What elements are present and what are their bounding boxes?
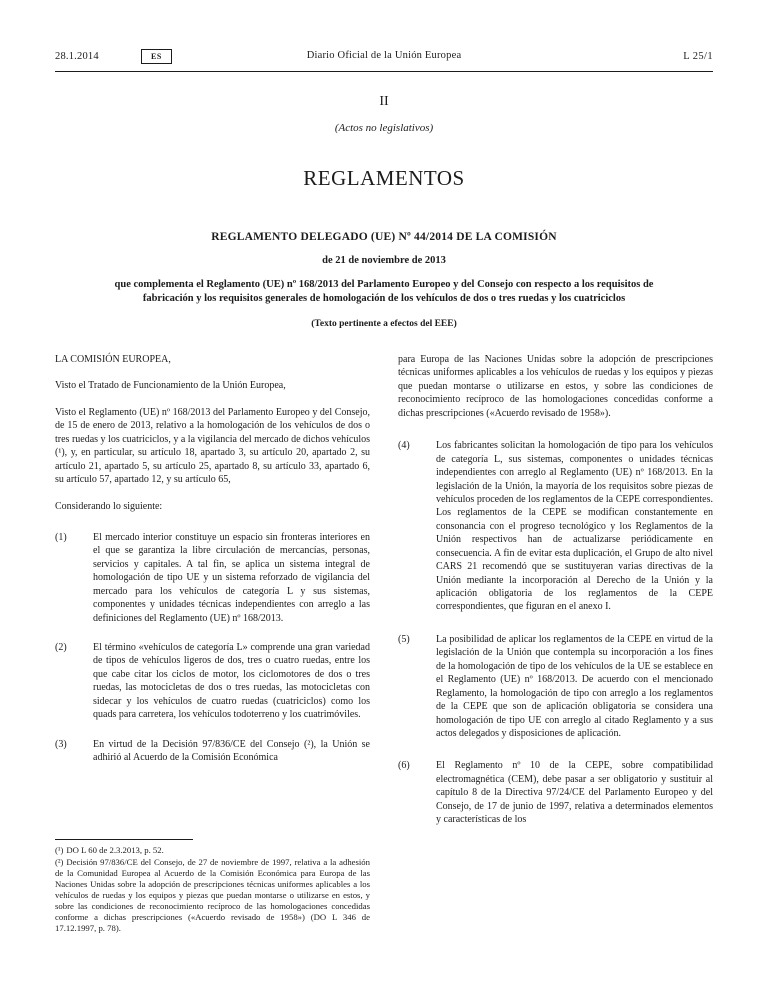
- intro-paragraph: Considerando lo siguiente:: [55, 500, 163, 512]
- right-column: [398, 353, 713, 937]
- footnote-rule: [55, 839, 193, 840]
- left-column: [55, 353, 370, 937]
- section-heading: REGLAMENTOS: [303, 166, 465, 190]
- recital-text: El mercado interior constituye un espacio sin fronteras interiores en el que se garantiza la libre circulación de mercancías, personas, servicios y capitales. A tal fin, se aplica un sistema integral de homologación de tipo UE y un sistema reforzado de vigilancia del mercado para los vehículos de categoría L y sus sistemas, componentes y unidades técnicas independientes con arreglo a las definiciones del Reglamento (UE) nº 168/2013.: [93, 531, 370, 624]
- recital-6: [398, 759, 713, 826]
- act-title: REGLAMENTO DELEGADO (UE) Nº 44/2014 DE LA COMISIÓN: [211, 231, 557, 243]
- act-date-line: de 21 de noviembre de 2013: [322, 255, 446, 266]
- language-code-box: ES: [141, 49, 172, 64]
- recital-number: (2): [55, 642, 67, 653]
- recital-3: [55, 738, 370, 765]
- intro-paragraph: Visto el Tratado de Funcionamiento de la Unión Europea,: [55, 380, 286, 392]
- recital-5: [398, 633, 713, 741]
- footnote-text: Decisión 97/836/CE del Consejo, de 27 de noviembre de 1997, relativa a la adhesión de la Comunidad Europea al Acuerdo de la Comisión Económica para Europa de las Naciones Unidas sobre la adopción de prescripciones técnicas uniformes aplicables a los vehículos de ruedas y los equipos y piezas que puedan montarse o utilizarse en estos, y sobre las condiciones de reconocimiento recíproco de las homologaciones concedidas conforme a dichas prescripciones («Acuerdo revisado de 1958») (DO L 346 de 17.12.1997, p. 78).: [55, 857, 370, 934]
- recital-1: [55, 531, 370, 625]
- footnote-number: (²): [55, 857, 64, 868]
- eee-relevance-note: (Texto pertinente a efectos del EEE): [311, 319, 457, 329]
- recital-text: Los fabricantes solicitan la homologación de tipo para los vehículos de categoría L, sus sistemas, componentes o unidades técnicas independientes con arreglo al Reglamento (UE) nº 168/2013. En la legislación de la Unión, la mayoría de los requisitos sobre piezas de vehículos proceden de los reglamentos de la CEPE correspondientes. Los reglamentos de la CEPE se modifican constantemente en consonancia con el progreso tecnológico y los Reglamentos de la Unión respectivos han de actualizarse periódicamente en consecuencia. A fin de evitar esta duplicación, el Grupo de alto nivel CARS 21 recomendó que se sustituyeran varias directivas de la Unión mediante la incorporación al Derecho de la Unión y la aplicación obligatoria de los reglamentos de la CEPE correspondientes, que figuran en el anexo I.: [436, 440, 713, 613]
- footnotes: [55, 839, 370, 937]
- recital-2: [55, 641, 370, 722]
- journal-header: [55, 50, 713, 66]
- intro-paragraph: LA COMISIÓN EUROPEA,: [55, 354, 171, 365]
- recital-number: (4): [398, 440, 410, 452]
- recital-text: El término «vehículos de categoría L» comprende una gran variedad de tipos de vehículos ligeros de dos, tres o cuatro ruedas, entre los que cabe citar los ciclos de motor, los ciclomotores de dos o tres ruedas, las motocicletas de dos o tres ruedas, las motocicletas con sidecar y los vehículos de cuatro ruedas (cuatriciclos) como los quads para carretera, los vehículos todoterreno y los cuatrimóviles.: [93, 642, 370, 721]
- section-numeral: II: [379, 94, 389, 109]
- footnote-2: [55, 857, 370, 934]
- recital-text: El Reglamento nº 10 de la CEPE, sobre compatibilidad electromagnética (CEM), debe pasar a ser obligatorio y sustituir al capítulo 8 de la Directiva 97/24/CE del Parlamento Europeo y del Consejo, de 17 de junio de 1997, relativa a determinados elementos y características de los: [436, 760, 713, 826]
- issue-date: 28.1.2014: [55, 51, 99, 62]
- page-reference: L 25/1: [683, 51, 713, 62]
- footnote-text: DO L 60 de 2.3.2013, p. 52.: [66, 845, 164, 856]
- recital-4: [398, 439, 713, 614]
- footnote-1: [55, 845, 370, 856]
- recital-text: En virtud de la Decisión 97/836/CE del Consejo (²), la Unión se adhirió al Acuerdo de la Comisión Económica: [93, 738, 370, 764]
- recital-number: (5): [398, 633, 410, 645]
- recital-number: (1): [55, 531, 67, 543]
- continuation-paragraph: para Europa de las Naciones Unidas sobre la adopción de prescripciones técnicas uniformes aplicables a los vehículos de ruedas y los equipos y piezas que puedan montarse o utilizarse en estos, y sobre las condiciones de reconocimiento recíproco de las homologaciones concedidas conforme a dichas prescripciones («Acuerdo revisado de 1958»).: [398, 354, 713, 419]
- journal-title: Diario Oficial de la Unión Europea: [306, 50, 462, 61]
- recital-number: (3): [55, 738, 67, 750]
- header-rule: [55, 71, 713, 72]
- section-note: (Actos no legislativos): [334, 122, 434, 134]
- footnote-number: (¹): [55, 845, 64, 856]
- intro-paragraph: Visto el Reglamento (UE) nº 168/2013 del Parlamento Europeo y del Consejo, de 15 de enero de 2013, relativo a la homologación de los vehículos de dos o tres ruedas y los cuatriciclos, y a la vigilancia del mercado de dichos vehículos (¹), y, en particular, su artículo 18, apartado 3, su artículo 20, apartado 2, su artículo 21, apartado 5, su artículo 25, apartado 8, su artículo 33, apartado 6, su artículo 57, apartado 12, y su artículo 65,: [55, 406, 370, 486]
- two-column-body: [55, 353, 713, 937]
- recital-text: La posibilidad de aplicar los reglamentos de la CEPE en virtud de la legislación de la Unión que contempla su incorporación a los fines de la homologación de tipo de los vehículos de la UE se establece en el Reglamento (UE) nº 168/2013. De acuerdo con el mencionado Reglamento, la homologación de tipo con arreglo a los reglamentos de la CEPE que son de aplicación obligatoria se considera una homologación de tipo UE con arreglo al citado Reglamento y a sus actos delegados y disposiciones de aplicación.: [436, 633, 713, 739]
- act-subject: que complementa el Reglamento (UE) nº 168/2013 del Parlamento Europeo y del Consejo con respecto a los requisitos de fabricación y los requisitos generales de homologación de los vehículos de dos o tres ruedas y los cuatriciclos: [114, 279, 654, 304]
- recital-number: (6): [398, 760, 410, 772]
